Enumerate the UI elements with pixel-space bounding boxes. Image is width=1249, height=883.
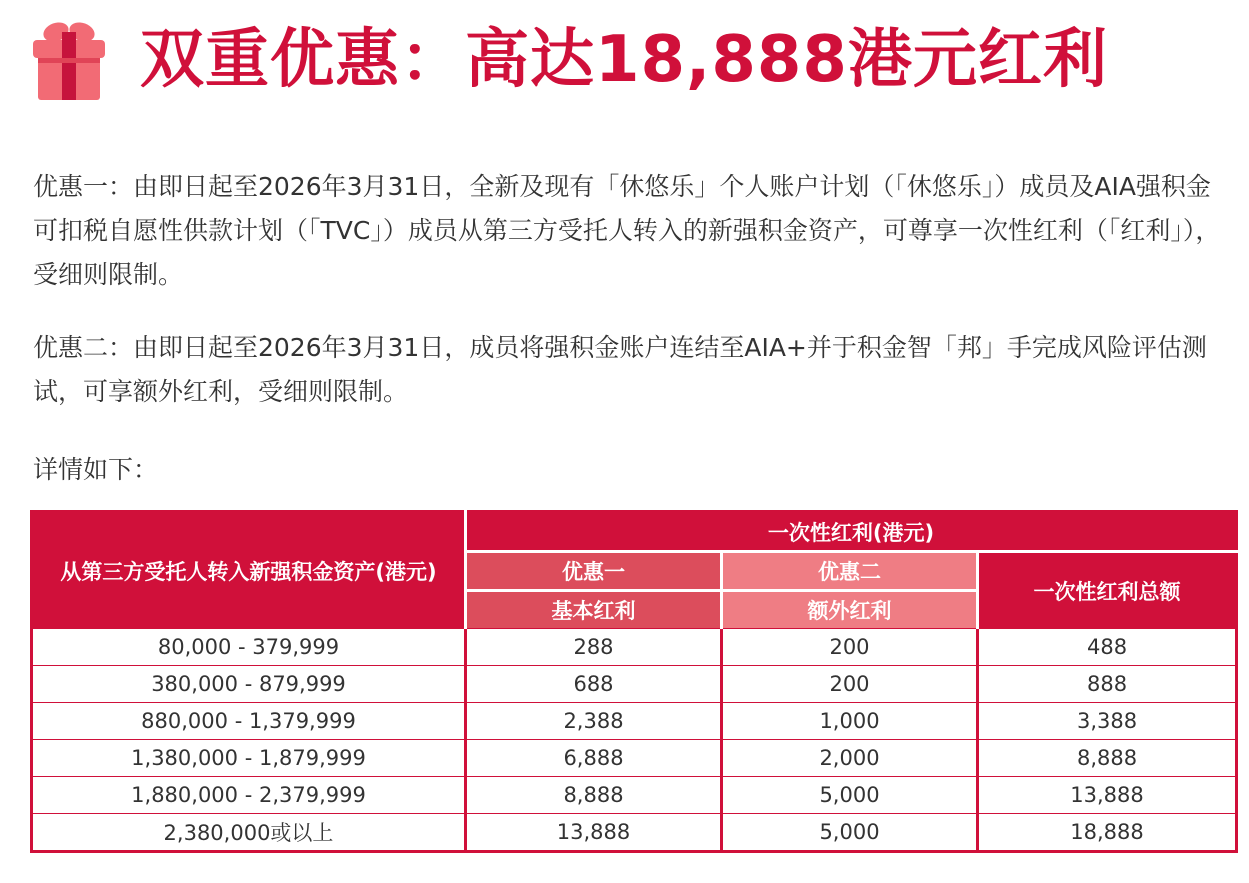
extra-bonus-cell: 200 [722,629,978,666]
total-bonus-cell: 888 [978,666,1237,703]
transfer-amount-cell: 1,880,000 - 2,379,999 [32,777,466,814]
table-row [32,777,1237,814]
extra-bonus-cell: 5,000 [722,777,978,814]
basic-bonus-cell: 2,388 [466,703,722,740]
total-bonus-header: 一次性红利总额 [978,552,1237,629]
total-bonus-cell: 18,888 [978,814,1237,852]
offer-two-description: 优惠二：由即日起至2026年3月31日，成员将强积金账户连结至AIA+并于积金智「邦」手完成风险评估测试，可享额外红利，受细则限制。 [33,333,1207,406]
extra-bonus-cell: 1,000 [722,703,978,740]
table-row [32,666,1237,703]
total-bonus-cell: 3,388 [978,703,1237,740]
transfer-amount-cell: 880,000 - 1,379,999 [32,703,466,740]
table-row [32,740,1237,777]
transfer-amount-cell: 380,000 - 879,999 [32,666,466,703]
basic-bonus-cell: 288 [466,629,722,666]
transfer-amount-cell: 2,380,000或以上 [32,814,466,852]
basic-bonus-header: 基本红利 [466,591,722,629]
table-row [32,629,1237,666]
basic-bonus-cell: 13,888 [466,814,722,852]
extra-bonus-cell: 5,000 [722,814,978,852]
basic-bonus-cell: 8,888 [466,777,722,814]
transfer-amount-header: 从第三方受托人转入新强积金资产(港元) [32,512,466,629]
offer-one-description: 优惠一：由即日起至2026年3月31日，全新及现有「休悠乐」个人账户计划（「休悠乐」）成员及AIA强积金可扣税自愿性供款计划（「TVC」）成员从第三方受托人转入的新强积金资产，可尊享一次性红利（「红利」），受细则限制。 [33,172,1221,289]
extra-bonus-cell: 200 [722,666,978,703]
transfer-amount-cell: 80,000 - 379,999 [32,629,466,666]
extra-bonus-header: 额外红利 [722,591,978,629]
details-intro: 详情如下： [33,455,159,484]
basic-bonus-cell: 6,888 [466,740,722,777]
offer-two-header: 优惠二 [722,552,978,591]
basic-bonus-cell: 688 [466,666,722,703]
table-row [32,814,1237,852]
total-bonus-cell: 488 [978,629,1237,666]
extra-bonus-cell: 2,000 [722,740,978,777]
total-bonus-cell: 13,888 [978,777,1237,814]
offer-one-header: 优惠一 [466,552,722,591]
bonus-group-header: 一次性红利(港元) [466,512,1237,552]
page-header [30,18,1108,102]
transfer-amount-cell: 1,380,000 - 1,879,999 [32,740,466,777]
total-bonus-cell: 8,888 [978,740,1237,777]
bonus-table [30,510,1238,853]
table-row [32,703,1237,740]
gift-icon [30,18,108,102]
page-title: 双重优惠：高达18,888港元红利 [140,23,1108,97]
